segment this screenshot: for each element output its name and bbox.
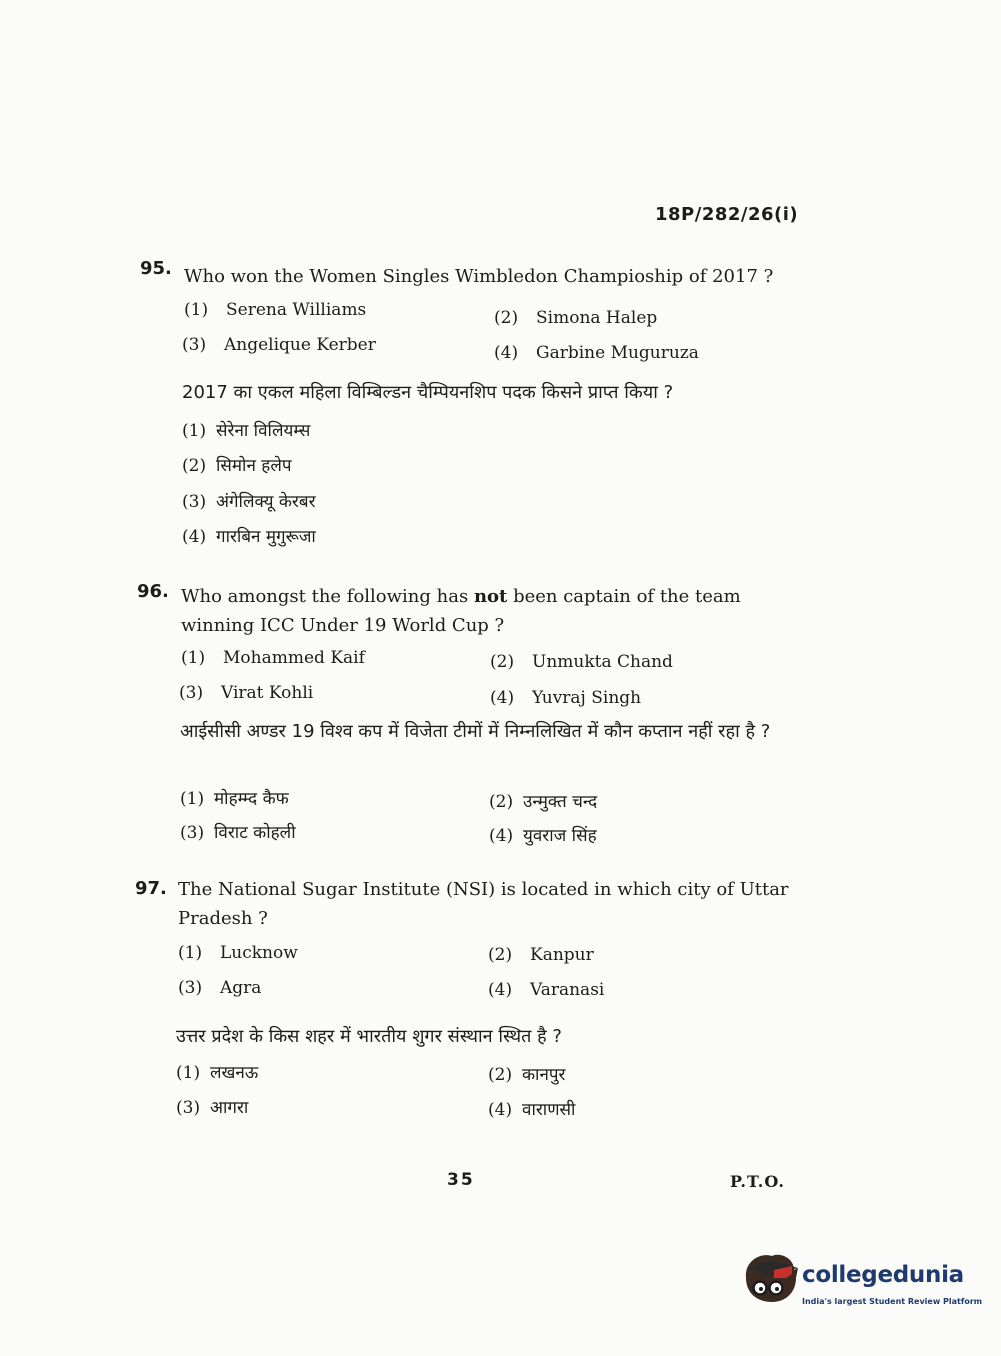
option-number: (1)	[181, 648, 206, 668]
option-text: Mohammed Kaif	[223, 648, 365, 668]
option-text: विराट कोहली	[214, 823, 296, 843]
option-number: (3)	[178, 978, 203, 998]
option-text: वाराणसी	[522, 1100, 576, 1120]
option-number: (4)	[182, 527, 207, 547]
question-text-part: Who amongst the following has	[181, 586, 474, 607]
option-4	[490, 688, 641, 708]
paper-code: 18P/282/26(i)	[655, 204, 799, 225]
hindi-option-1	[176, 1060, 258, 1083]
option-text: Angelique Kerber	[224, 335, 376, 355]
option-number: (4)	[489, 826, 514, 846]
option-number: (4)	[494, 343, 519, 363]
brand-name: collegedunia	[802, 1262, 964, 1288]
option-4	[494, 343, 699, 363]
question-text	[181, 582, 796, 640]
option-text: Virat Kohli	[221, 683, 314, 703]
option-text: आगरा	[210, 1098, 249, 1118]
option-3	[179, 683, 313, 703]
option-2	[488, 945, 594, 965]
question-number: 97.	[135, 878, 167, 899]
option-text: सिमोन हलेप	[216, 456, 292, 476]
option-number: (3)	[176, 1098, 201, 1118]
option-number: (2)	[489, 792, 514, 812]
option-number: (1)	[182, 421, 207, 441]
option-text: Simona Halep	[536, 308, 658, 328]
hindi-option-2	[182, 453, 292, 476]
hindi-option-2	[488, 1062, 566, 1085]
option-text: अंगेलिक्यू केरबर	[216, 492, 316, 512]
question-text-hindi: उत्तर प्रदेश के किस शहर में भारतीय शुगर संस्थान स्थित है ?	[176, 1026, 562, 1047]
question-text-emphasis: not	[473, 586, 508, 607]
option-text: Garbine Muguruza	[536, 343, 699, 363]
option-1	[184, 300, 366, 320]
option-3	[182, 335, 376, 355]
option-text: Yuvraj Singh	[532, 688, 642, 708]
option-number: (4)	[490, 688, 515, 708]
question-number: 96.	[137, 581, 169, 602]
option-number: (2)	[488, 945, 513, 965]
question-number: 95.	[140, 258, 172, 279]
option-text: मोहम्म्द कैफ	[214, 789, 289, 809]
question-text: Who won the Women Singles Wimbledon Champioship of 2017 ?	[184, 266, 774, 287]
option-number: (2)	[494, 308, 519, 328]
option-4	[488, 980, 604, 1000]
option-text: Varanasi	[530, 980, 605, 1000]
option-number: (1)	[180, 789, 205, 809]
hindi-option-2	[489, 789, 597, 812]
option-text: Kanpur	[530, 945, 594, 965]
option-text: युवराज सिंह	[523, 826, 597, 846]
page-number: 35	[447, 1170, 475, 1190]
option-text: गारबिन मुगुरूजा	[216, 527, 316, 547]
question-text-hindi: 2017 का एकल महिला विम्बिल्डन चैम्पियनशिप पदक किसने प्राप्त किया ?	[182, 382, 674, 403]
option-1	[178, 943, 298, 963]
option-3	[178, 978, 261, 998]
option-number: (3)	[182, 335, 207, 355]
option-number: (4)	[488, 980, 513, 1000]
option-2	[490, 652, 673, 672]
pto-label: P.T.O.	[730, 1172, 785, 1191]
question-text: The National Sugar Institute (NSI) is located in which city of Uttar Pradesh ?	[178, 879, 789, 929]
hindi-option-4	[182, 524, 316, 547]
option-text: सेरेना विलियम्स	[216, 421, 311, 441]
option-text: Agra	[220, 978, 262, 998]
option-number: (3)	[180, 823, 205, 843]
option-number: (4)	[488, 1100, 513, 1120]
hindi-option-4	[489, 823, 597, 846]
hindi-option-1	[180, 786, 289, 809]
hindi-option-4	[488, 1097, 575, 1120]
collegedunia-mascot-icon	[740, 1248, 802, 1310]
option-1	[181, 648, 365, 668]
option-2	[494, 308, 657, 328]
brand-tagline: India's largest Student Review Platform	[802, 1297, 983, 1306]
question-text-hindi: आईसीसी अण्डर 19 विश्व कप में विजेता टीमों में निम्नलिखित में कौन कप्तान नहीं रहा है ?	[180, 721, 771, 742]
option-text: उन्मुक्त चन्द	[523, 792, 598, 812]
option-text: लखनऊ	[210, 1063, 259, 1083]
question-text-part: been captain of the team winning ICC Under 19 World Cup ?	[181, 586, 741, 636]
option-number: (2)	[490, 652, 515, 672]
option-number: (3)	[179, 683, 204, 703]
option-text: Unmukta Chand	[532, 652, 673, 672]
option-text: कानपुर	[522, 1065, 566, 1085]
option-number: (2)	[488, 1065, 513, 1085]
option-text: Lucknow	[220, 943, 298, 963]
option-text: Serena Williams	[226, 300, 367, 320]
option-number: (1)	[184, 300, 209, 320]
hindi-option-3	[182, 489, 316, 512]
hindi-option-3	[176, 1095, 248, 1118]
option-number: (2)	[182, 456, 207, 476]
hindi-option-1	[182, 418, 310, 441]
option-number: (1)	[176, 1063, 201, 1083]
option-number: (3)	[182, 492, 207, 512]
option-number: (1)	[178, 943, 203, 963]
hindi-option-3	[180, 820, 296, 843]
